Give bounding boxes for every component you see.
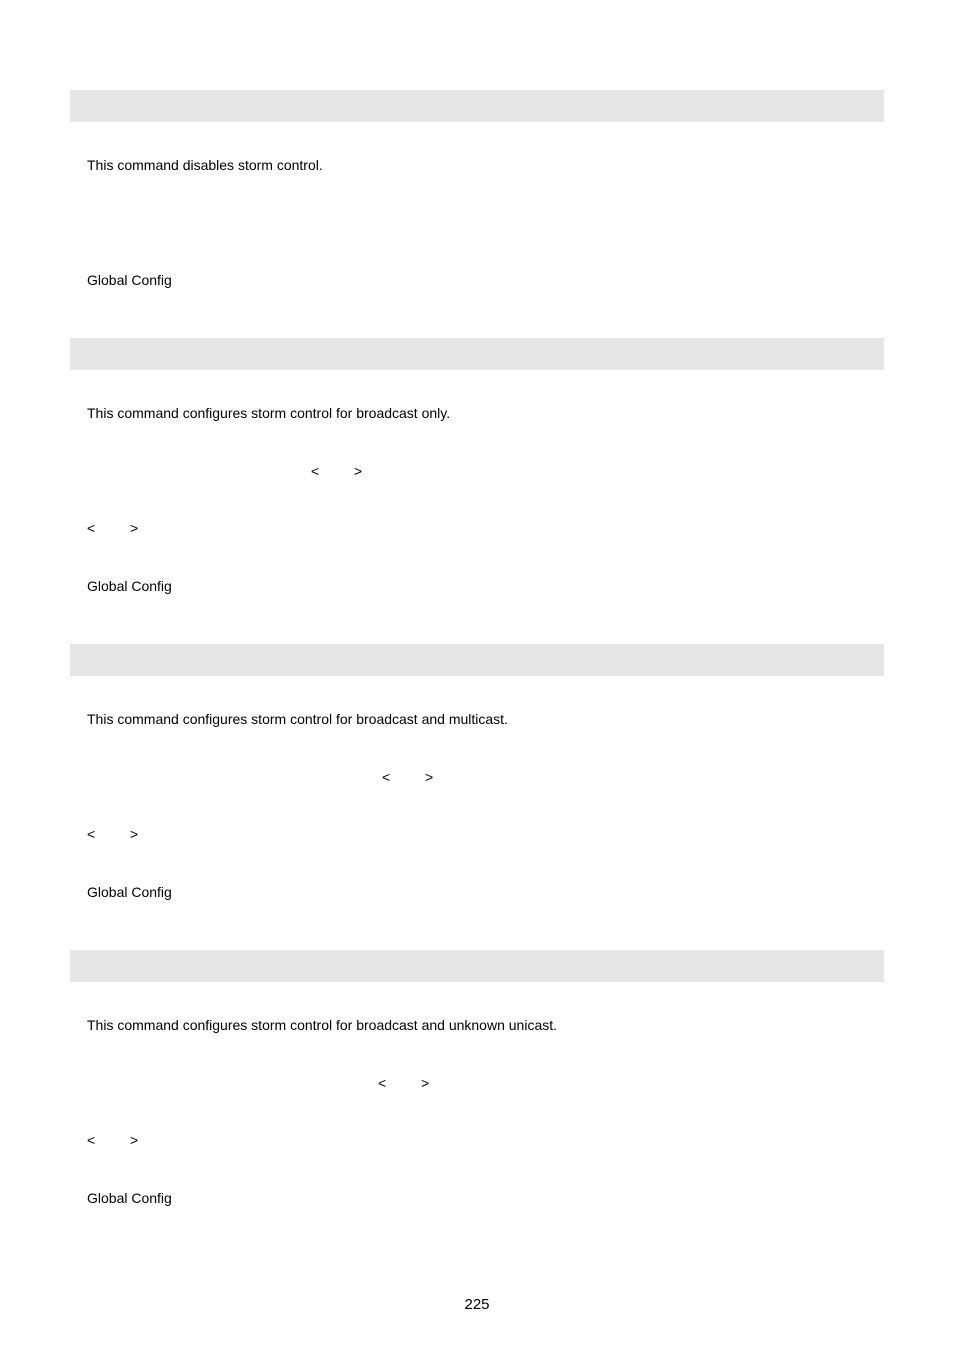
- section-description: This command configures storm control for broadcast only.: [87, 405, 451, 421]
- syntax-close-bracket: >: [425, 769, 434, 785]
- syntax-close-bracket: >: [421, 1075, 430, 1091]
- page-number: 225: [464, 1296, 490, 1313]
- syntax-open-bracket: <: [311, 463, 320, 479]
- param-open-bracket: <: [87, 826, 96, 842]
- section-heading-bar: [70, 644, 884, 676]
- command-mode: Global Config: [87, 272, 172, 288]
- section-description: This command disables storm control.: [87, 157, 323, 173]
- param-close-bracket: >: [130, 826, 139, 842]
- param-open-bracket: <: [87, 520, 96, 536]
- param-close-bracket: >: [130, 520, 139, 536]
- syntax-close-bracket: >: [354, 463, 363, 479]
- command-mode: Global Config: [87, 578, 172, 594]
- command-mode: Global Config: [87, 884, 172, 900]
- section-heading-bar: [70, 90, 884, 122]
- syntax-open-bracket: <: [382, 769, 391, 785]
- command-mode: Global Config: [87, 1190, 172, 1206]
- section-description: This command configures storm control for broadcast and unknown unicast.: [87, 1017, 558, 1033]
- param-open-bracket: <: [87, 1132, 96, 1148]
- section-heading-bar: [70, 338, 884, 370]
- section-heading-bar: [70, 950, 884, 982]
- section-description: This command configures storm control for broadcast and multicast.: [87, 711, 508, 727]
- param-close-bracket: >: [130, 1132, 139, 1148]
- syntax-open-bracket: <: [378, 1075, 387, 1091]
